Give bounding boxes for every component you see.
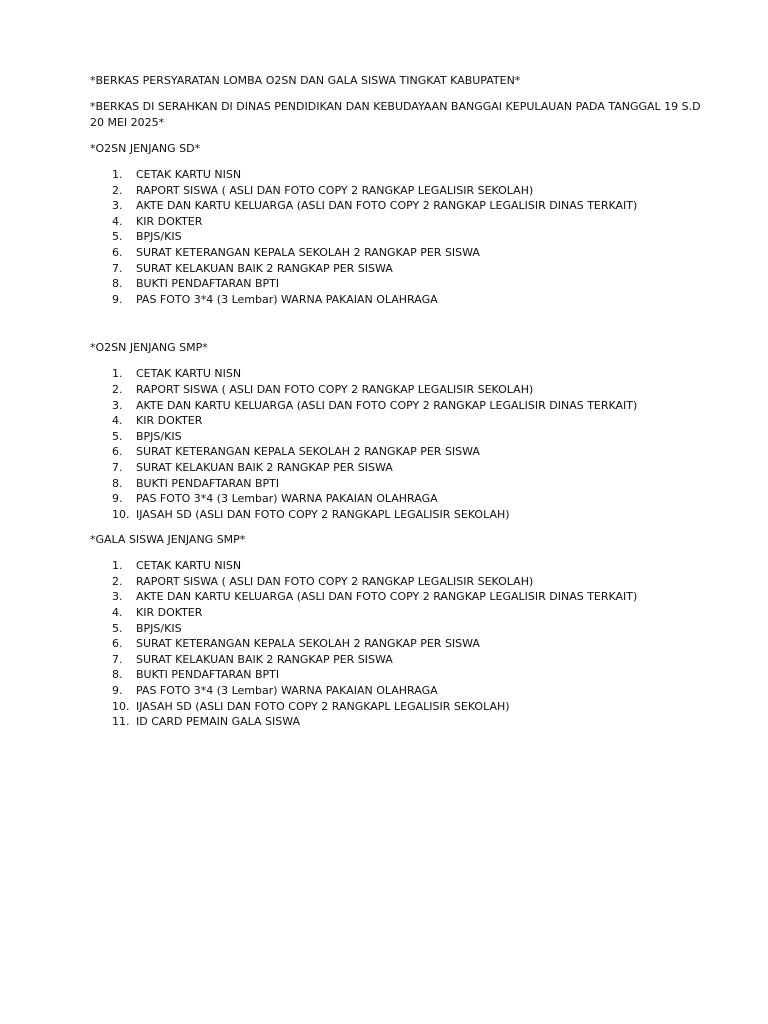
section-heading-o2sn-smp: *O2SN JENJANG SMP* <box>90 341 208 355</box>
list-item <box>90 699 708 715</box>
list-item-text: CETAK KARTU NISN <box>136 367 242 381</box>
list-item <box>90 198 708 214</box>
list-item-text: PAS FOTO 3*4 (3 Lembar) WARNA PAKAIAN OLAHRAGA <box>136 684 438 698</box>
list-item <box>90 683 708 699</box>
list-item <box>90 229 708 245</box>
list-item <box>90 214 708 230</box>
list-item-number: 7. <box>112 261 123 275</box>
list-item-text: RAPORT SISWA ( ASLI DAN FOTO COPY 2 RANGKAP LEGALISIR SEKOLAH) <box>136 183 534 197</box>
list-item-text: BUKTI PENDAFTARAN BPTI <box>136 277 280 291</box>
list-item <box>90 476 708 492</box>
list-item-number: 6. <box>112 445 123 459</box>
list-item <box>90 460 708 476</box>
list-item-text: KIR DOKTER <box>136 606 203 620</box>
list-item <box>90 621 708 637</box>
list-item-number: 5. <box>112 230 123 244</box>
list-item <box>90 292 708 308</box>
list-item-number: 4. <box>112 606 123 620</box>
list-item-text: BUKTI PENDAFTARAN BPTI <box>136 668 280 682</box>
list-item-text: BPJS/KIS <box>136 230 182 244</box>
list-item-number: 7. <box>112 652 123 666</box>
list-item <box>90 714 708 730</box>
list-item-number: 10. <box>112 699 130 713</box>
list-item-text: PAS FOTO 3*4 (3 Lembar) WARNA PAKAIAN OLAHRAGA <box>136 292 438 306</box>
list-item-number: 2. <box>112 574 123 588</box>
list-item-text: CETAK KARTU NISN <box>136 559 242 573</box>
list-item-number: 6. <box>112 245 123 259</box>
list-item-number: 3. <box>112 398 123 412</box>
list-item <box>90 382 708 398</box>
section-spacer <box>90 522 708 532</box>
list-item <box>90 366 708 382</box>
list-item-text: SURAT KELAKUAN BAIK 2 RANGKAP PER SISWA <box>136 261 393 275</box>
list-item <box>90 429 708 445</box>
list-item <box>90 636 708 652</box>
list-item <box>90 261 708 277</box>
list-item-text: ID CARD PEMAIN GALA SISWA <box>136 715 301 729</box>
list-item-number: 3. <box>112 199 123 213</box>
list-item <box>90 398 708 414</box>
list-item-text: PAS FOTO 3*4 (3 Lembar) WARNA PAKAIAN OLAHRAGA <box>136 492 438 506</box>
list-item <box>90 667 708 683</box>
list-item-text: IJASAH SD (ASLI DAN FOTO COPY 2 RANGKAPL LEGALISIR SEKOLAH) <box>136 507 510 521</box>
list-item-number: 6. <box>112 637 123 651</box>
list-item-number: 4. <box>112 414 123 428</box>
list-item-number: 8. <box>112 277 123 291</box>
list-item-number: 10. <box>112 507 130 521</box>
list-item-text: CETAK KARTU NISN <box>136 168 242 181</box>
requirements-list-o2sn-smp <box>90 366 708 522</box>
list-item <box>90 507 708 523</box>
list-item-text: AKTE DAN KARTU KELUARGA (ASLI DAN FOTO COPY 2 RANGKAP LEGALISIR DINAS TERKAIT) <box>136 199 638 213</box>
submission-note: *BERKAS DI SERAHKAN DI DINAS PENDIDIKAN DAN KEBUDAYAAN BANGGAI KEPULAUAN PADA TANGGAL 19 S.D 20 MEI 2025* <box>90 100 701 129</box>
list-item-number: 9. <box>112 684 123 698</box>
list-item-text: KIR DOKTER <box>136 414 203 428</box>
list-item-number: 1. <box>112 367 123 381</box>
list-item <box>90 183 708 199</box>
list-item-text: SURAT KETERANGAN KEPALA SEKOLAH 2 RANGKAP PER SISWA <box>136 637 480 651</box>
section-spacer <box>90 307 708 340</box>
list-item <box>90 558 708 574</box>
list-item-text: IJASAH SD (ASLI DAN FOTO COPY 2 RANGKAPL LEGALISIR SEKOLAH) <box>136 699 510 713</box>
list-item <box>90 444 708 460</box>
section-heading-gala-siswa-smp: *GALA SISWA JENJANG SMP* <box>90 533 246 547</box>
list-item-number: 4. <box>112 214 123 228</box>
list-item <box>90 491 708 507</box>
document-title: *BERKAS PERSYARATAN LOMBA O2SN DAN GALA SISWA TINGKAT KABUPATEN* <box>90 74 521 87</box>
list-item-text: RAPORT SISWA ( ASLI DAN FOTO COPY 2 RANGKAP LEGALISIR SEKOLAH) <box>136 574 534 588</box>
list-item-number: 8. <box>112 476 123 490</box>
list-item-number: 1. <box>112 559 123 573</box>
list-item-text: BPJS/KIS <box>136 429 182 443</box>
list-item-number: 9. <box>112 492 123 506</box>
list-item-number: 8. <box>112 668 123 682</box>
list-item-text: SURAT KETERANGAN KEPALA SEKOLAH 2 RANGKAP PER SISWA <box>136 245 480 259</box>
list-item <box>90 605 708 621</box>
list-item-number: 5. <box>112 429 123 443</box>
list-item-text: RAPORT SISWA ( ASLI DAN FOTO COPY 2 RANGKAP LEGALISIR SEKOLAH) <box>136 382 534 396</box>
list-item-text: SURAT KELAKUAN BAIK 2 RANGKAP PER SISWA <box>136 652 393 666</box>
list-item <box>90 574 708 590</box>
list-item <box>90 276 708 292</box>
list-item-number: 3. <box>112 590 123 604</box>
requirements-list-o2sn-sd <box>90 167 708 307</box>
list-item-text: KIR DOKTER <box>136 214 203 228</box>
list-item-text: SURAT KELAKUAN BAIK 2 RANGKAP PER SISWA <box>136 460 393 474</box>
list-item-number: 1. <box>112 168 123 181</box>
list-item-text: BPJS/KIS <box>136 621 182 635</box>
list-item <box>90 245 708 261</box>
list-item <box>90 589 708 605</box>
list-item-text: BUKTI PENDAFTARAN BPTI <box>136 476 280 490</box>
list-item-number: 2. <box>112 382 123 396</box>
list-item-text: AKTE DAN KARTU KELUARGA (ASLI DAN FOTO COPY 2 RANGKAP LEGALISIR DINAS TERKAIT) <box>136 590 638 604</box>
list-item-text: AKTE DAN KARTU KELUARGA (ASLI DAN FOTO COPY 2 RANGKAP LEGALISIR DINAS TERKAIT) <box>136 398 638 412</box>
list-item-number: 5. <box>112 621 123 635</box>
list-item <box>90 413 708 429</box>
list-item <box>90 167 708 183</box>
requirements-list-gala-siswa-smp <box>90 558 708 730</box>
section-heading-o2sn-sd: *O2SN JENJANG SD* <box>90 142 201 155</box>
list-item-number: 11. <box>112 715 130 729</box>
list-item-text: SURAT KETERANGAN KEPALA SEKOLAH 2 RANGKAP PER SISWA <box>136 445 480 459</box>
list-item-number: 9. <box>112 292 123 306</box>
list-item-number: 7. <box>112 460 123 474</box>
list-item <box>90 652 708 668</box>
list-item-number: 2. <box>112 183 123 197</box>
